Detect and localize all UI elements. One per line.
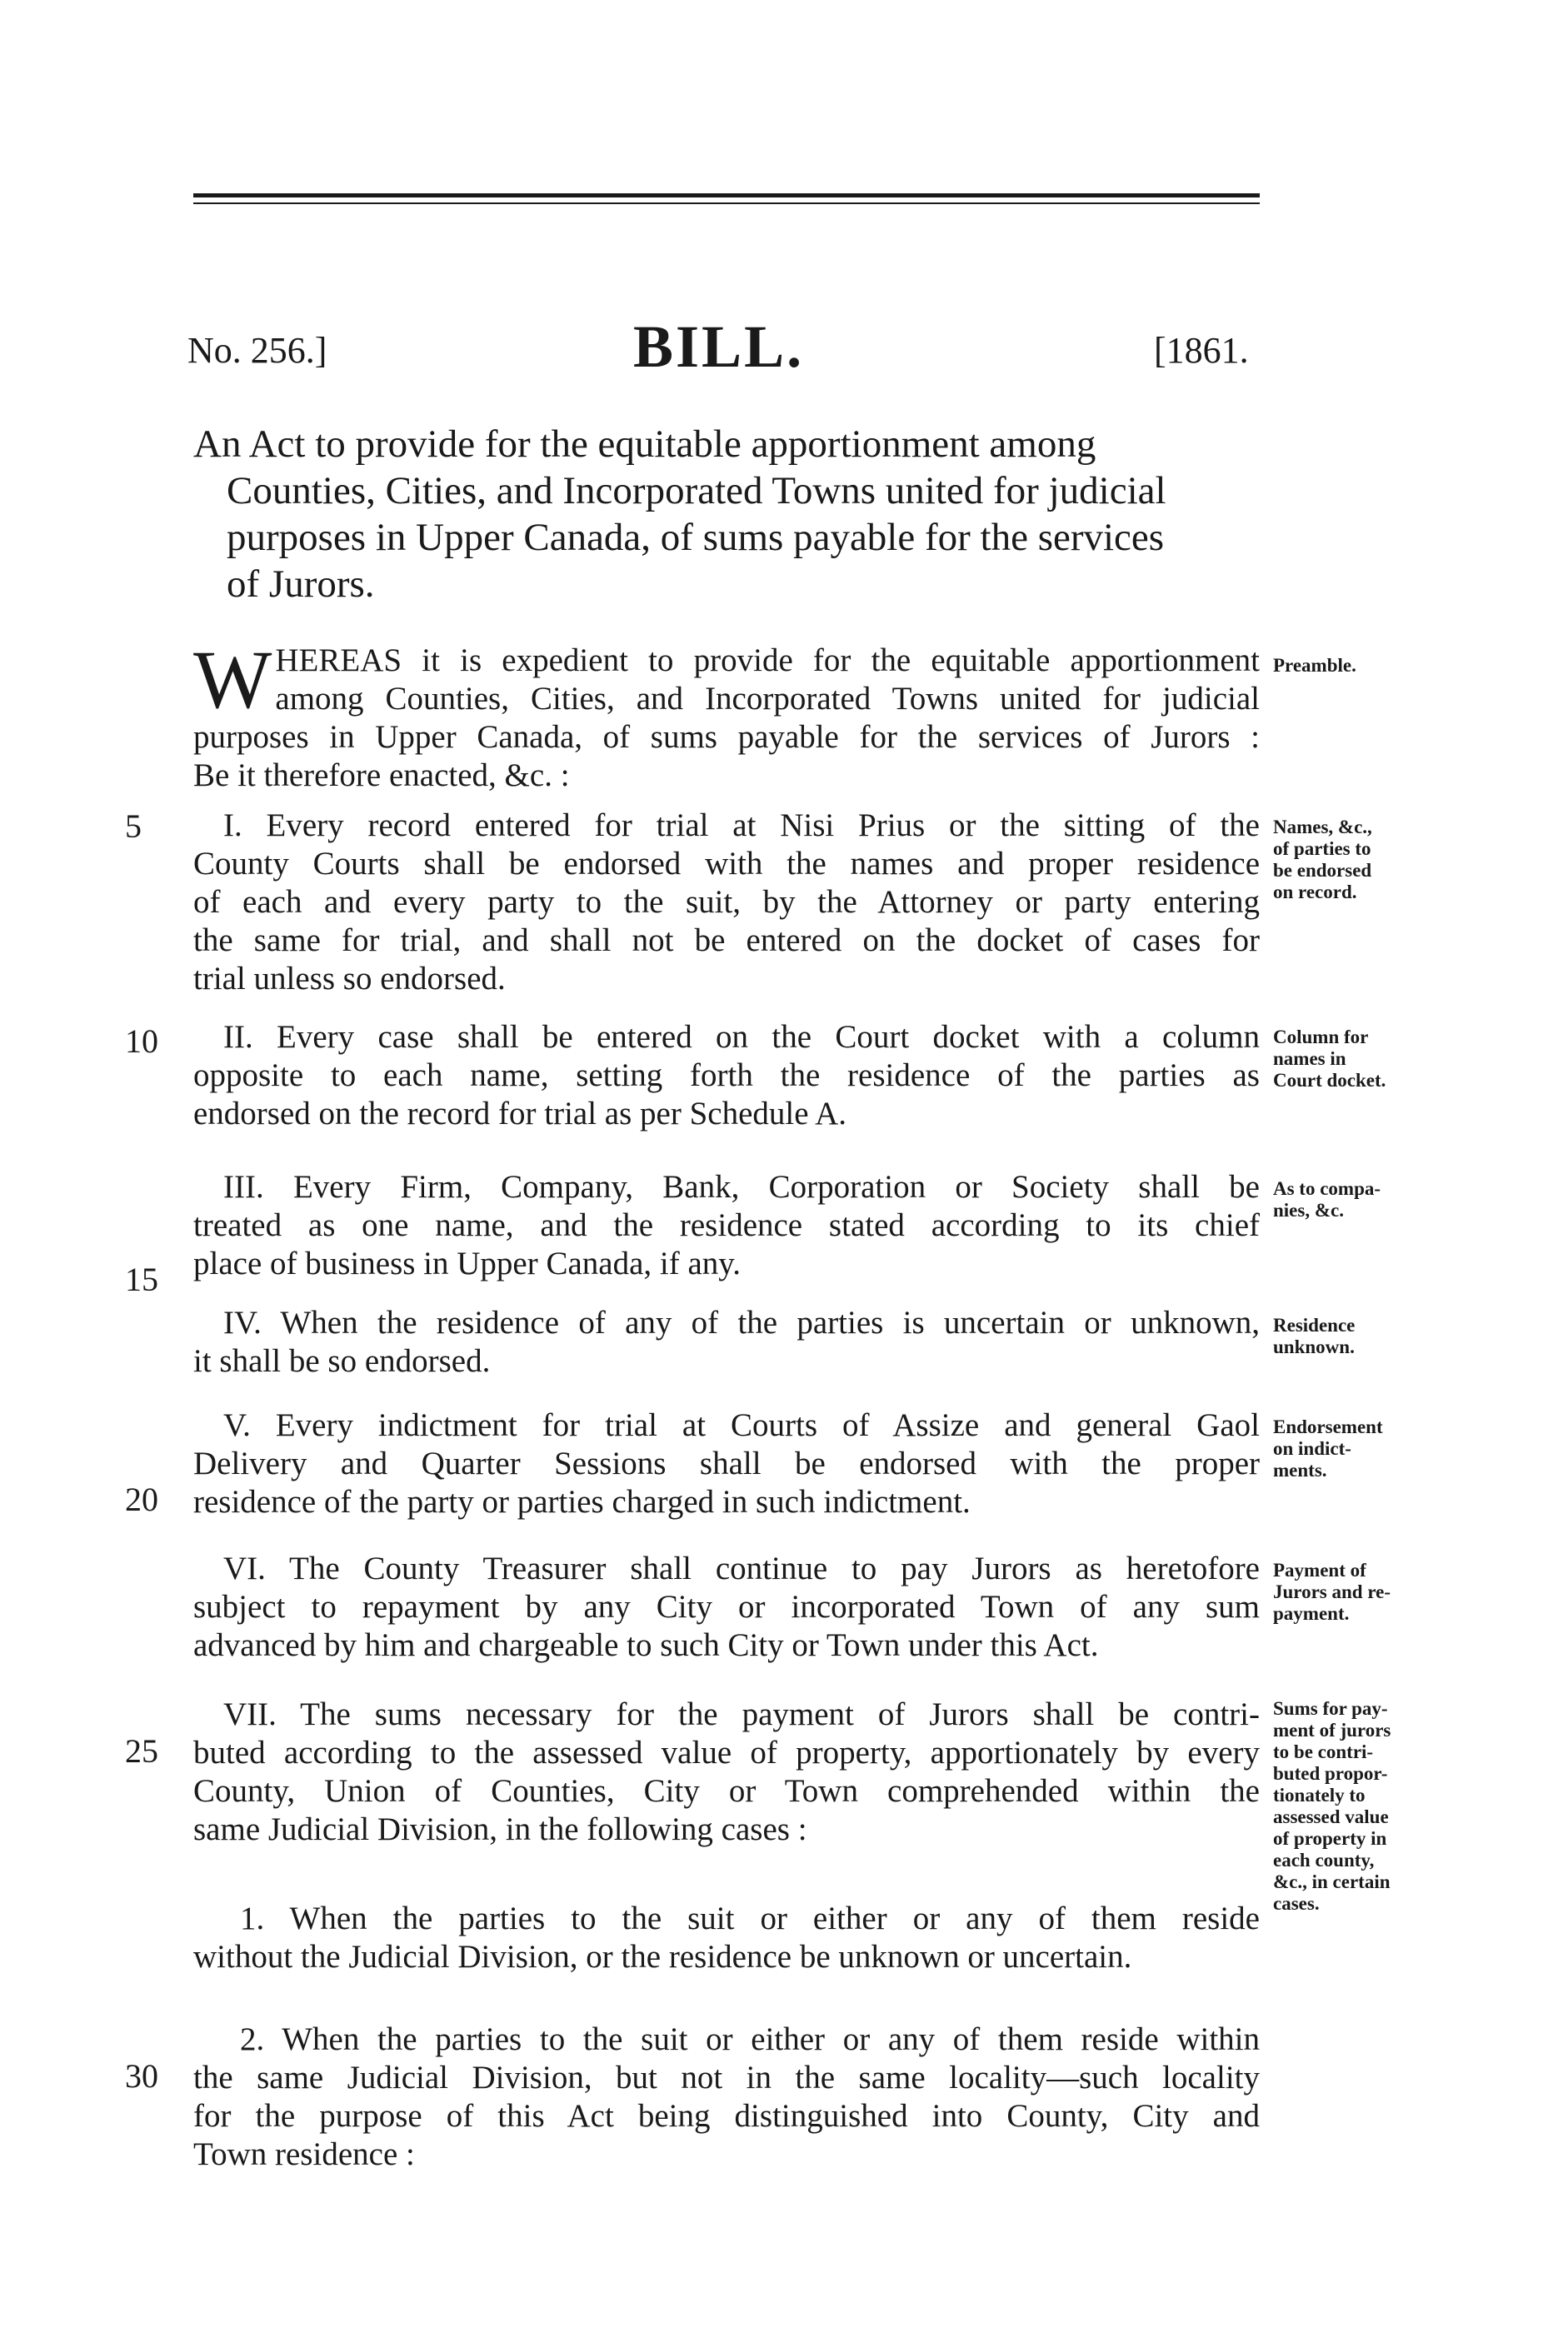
margin-note-text: of property in xyxy=(1273,1828,1387,1849)
paragraph-line: it shall be so endorsed. xyxy=(193,1343,491,1379)
section-5 xyxy=(193,1406,1260,1521)
margin-note-text: Names, &c., xyxy=(1273,817,1372,837)
act-title-line: An Act to provide for the equitable apportionment among xyxy=(193,422,1096,466)
margin-note-text: Column for xyxy=(1273,1027,1369,1047)
margin-note-text: cases. xyxy=(1273,1893,1320,1914)
margin-note-text: As to compa- xyxy=(1273,1178,1381,1199)
margin-note-section-5 xyxy=(1273,1416,1465,1481)
margin-note-text: &c., in certain xyxy=(1273,1871,1391,1892)
paragraph-line: Be it therefore enacted, &c. : xyxy=(193,757,570,793)
margin-note-text: names in xyxy=(1273,1048,1346,1069)
act-title xyxy=(193,421,1268,607)
page-title: BILL. xyxy=(633,313,805,380)
paragraph-line: subject to repayment by any City or incorporated Town of any sum xyxy=(193,1589,1260,1625)
section-4 xyxy=(193,1304,1260,1381)
paragraph-line: I. Every record entered for trial at Nisi Prius or the sitting of the xyxy=(223,807,1260,843)
subsection-1 xyxy=(193,1900,1260,1976)
margin-note-text: of parties to xyxy=(1273,838,1371,859)
margin-note-text: assessed value xyxy=(1273,1806,1389,1827)
section-7 xyxy=(193,1696,1260,1849)
paragraph-line: place of business in Upper Canada, if any. xyxy=(193,1246,742,1281)
margin-note-text: on indict- xyxy=(1273,1438,1351,1459)
act-title-line: purposes in Upper Canada, of sums payable for the services xyxy=(227,516,1165,559)
margin-note-text: nies, &c. xyxy=(1273,1200,1344,1221)
section-2 xyxy=(193,1018,1260,1133)
margin-note-text: payment. xyxy=(1273,1603,1350,1624)
subsection-2 xyxy=(193,2021,1260,2174)
line-number: 30 xyxy=(125,2057,158,2095)
paragraph-line: for the purpose of this Act being distinguished into County, City and xyxy=(193,2098,1260,2134)
margin-note-preamble xyxy=(1273,655,1465,677)
line-number: 5 xyxy=(125,807,142,845)
line-number: 15 xyxy=(125,1261,158,1298)
margin-note-section-3 xyxy=(1273,1178,1465,1221)
paragraph-line: II. Every case shall be entered on the Court docket with a column xyxy=(223,1019,1260,1055)
paragraph-line: opposite to each name, setting forth the residence of the parties as xyxy=(193,1057,1260,1093)
paragraph-line: same Judicial Division, in the following cases : xyxy=(193,1811,807,1847)
paragraph-line: HEREAS it is expedient to provide for the equitable apportionment xyxy=(275,642,1260,678)
paragraph-line: V. Every indictment for trial at Courts of Assize and general Gaol xyxy=(223,1407,1260,1443)
act-title-line: of Jurors. xyxy=(227,562,375,606)
paragraph-line: treated as one name, and the residence stated according to its chief xyxy=(193,1207,1260,1243)
section-1 xyxy=(193,807,1260,998)
paragraph-line: County Courts shall be endorsed with the names and proper residence xyxy=(193,846,1260,882)
margin-note-text: on record. xyxy=(1273,882,1357,902)
preamble-paragraph xyxy=(193,633,1260,795)
margin-note-text: Endorsement xyxy=(1273,1416,1383,1437)
margin-note-text: Sums for pay- xyxy=(1273,1698,1388,1719)
top-rule-thin xyxy=(193,202,1260,204)
margin-note-section-4 xyxy=(1273,1315,1465,1358)
margin-note-text: ments. xyxy=(1273,1460,1327,1481)
margin-note-text: Court docket. xyxy=(1273,1070,1386,1091)
paragraph-line: without the Judicial Division, or the residence be unknown or uncertain. xyxy=(193,1939,1132,1975)
line-number: 10 xyxy=(125,1022,158,1060)
paragraph-line: purposes in Upper Canada, of sums payable for the services of Jurors : xyxy=(193,719,1260,755)
paragraph-line: endorsed on the record for trial as per Schedule A. xyxy=(193,1096,847,1132)
paragraph-line: IV. When the residence of any of the parties is uncertain or unknown, xyxy=(223,1305,1260,1341)
margin-note-text: tionately to xyxy=(1273,1785,1366,1806)
margin-note-text: ment of jurors xyxy=(1273,1720,1391,1741)
margin-note-text: each county, xyxy=(1273,1850,1375,1871)
margin-note-section-6 xyxy=(1273,1560,1465,1625)
paragraph-line: 1. When the parties to the suit or either or any of them reside xyxy=(240,1901,1260,1936)
margin-note-text: unknown. xyxy=(1273,1336,1355,1357)
margin-note-section-7 xyxy=(1273,1698,1465,1915)
paragraph-line: III. Every Firm, Company, Bank, Corporation or Society shall be xyxy=(223,1169,1260,1205)
bill-year: [1861. xyxy=(1154,330,1249,371)
margin-note-text: Preamble. xyxy=(1273,655,1356,676)
paragraph-line: residence of the party or parties charged in such indictment. xyxy=(193,1484,971,1520)
paragraph-line: Town residence : xyxy=(193,2136,415,2172)
bill-number: No. 256.] xyxy=(187,330,327,371)
margin-note-text: Residence xyxy=(1273,1315,1356,1336)
paragraph-line: the same for trial, and shall not be entered on the docket of cases for xyxy=(193,922,1260,958)
paragraph-line: advanced by him and chargeable to such City or Town under this Act. xyxy=(193,1627,1099,1663)
margin-note-text: buted propor- xyxy=(1273,1763,1388,1784)
paragraph-line: buted according to the assessed value of property, apportionately by every xyxy=(193,1735,1260,1771)
line-number: 25 xyxy=(125,1732,158,1770)
section-3 xyxy=(193,1168,1260,1283)
top-rule-thick xyxy=(193,193,1260,197)
paragraph-line: VII. The sums necessary for the payment of Jurors shall be contri- xyxy=(223,1696,1260,1732)
section-6 xyxy=(193,1550,1260,1665)
drop-cap: W xyxy=(193,633,272,726)
margin-note-text: Jurors and re- xyxy=(1273,1581,1391,1602)
margin-note-section-2 xyxy=(1273,1027,1465,1092)
paragraph-line: trial unless so endorsed. xyxy=(193,961,506,997)
paragraph-line: among Counties, Cities, and Incorporated Towns united for judicial xyxy=(275,681,1260,717)
paragraph-line: 2. When the parties to the suit or either or any of them reside within xyxy=(240,2021,1260,2057)
paragraph-line: the same Judicial Division, but not in the same locality—such locality xyxy=(193,2060,1260,2096)
margin-note-text: Payment of xyxy=(1273,1560,1366,1581)
margin-note-text: be endorsed xyxy=(1273,860,1372,881)
act-title-line: Counties, Cities, and Incorporated Towns united for judicial xyxy=(227,469,1166,512)
margin-note-text: to be contri- xyxy=(1273,1741,1374,1762)
paragraph-line: of each and every party to the suit, by the Attorney or party entering xyxy=(193,884,1260,920)
margin-note-section-1 xyxy=(1273,817,1465,903)
line-number: 20 xyxy=(125,1481,158,1518)
paragraph-line: County, Union of Counties, City or Town comprehended within the xyxy=(193,1773,1260,1809)
paragraph-line: Delivery and Quarter Sessions shall be endorsed with the proper xyxy=(193,1446,1260,1481)
paragraph-line: VI. The County Treasurer shall continue to pay Jurors as heretofore xyxy=(223,1551,1260,1586)
